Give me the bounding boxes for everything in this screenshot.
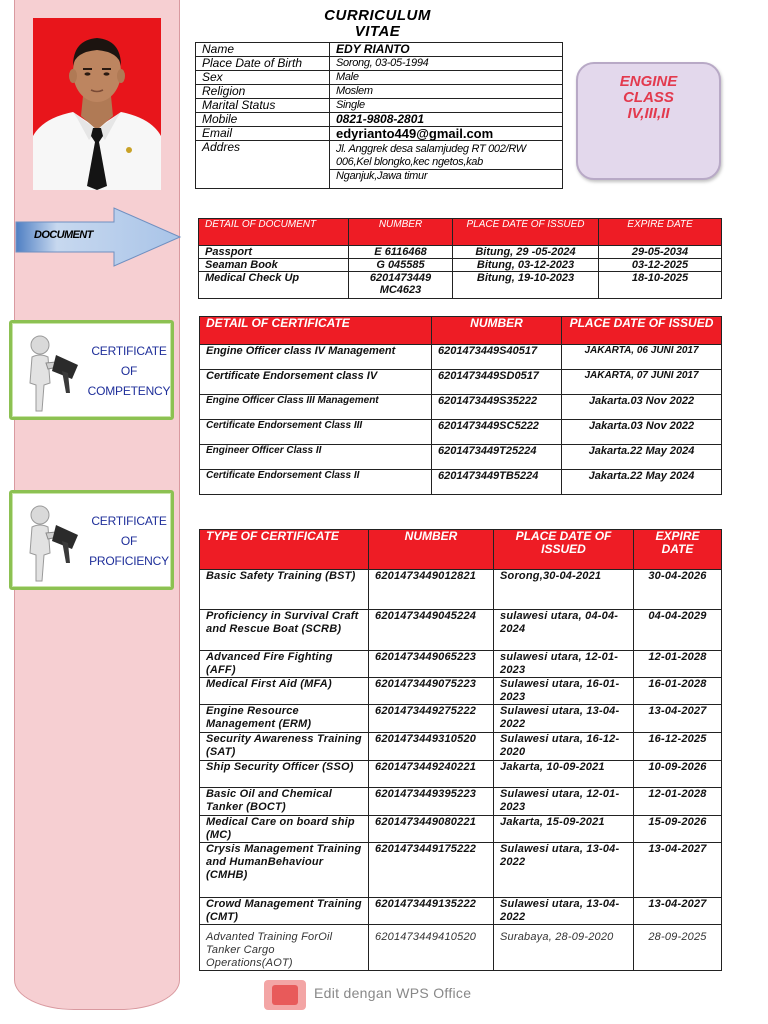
table-row [200,445,722,470]
column-header: DETAIL OF DOCUMENT [199,219,349,246]
card-label-line: OF [120,364,138,378]
table-cell: 6201473449175222 [369,843,494,898]
table-cell: 12-01-2028 [634,788,722,816]
table-row [199,272,722,299]
table-cell: 6201473449012821 [369,570,494,610]
certificate-of-competency-card [9,320,174,420]
table-cell: 13-04-2027 [634,705,722,733]
table-cell: Passport [199,246,349,259]
table-row [196,113,563,127]
card-label-line: OF [120,534,138,548]
table-cell: 6201473449065223 [369,651,494,678]
table-cell: sulawesi utara, 12-01-2023 [494,651,634,678]
table-cell: Jakarta.03 Nov 2022 [562,420,722,445]
table-cell: 13-04-2027 [634,843,722,898]
profile-photo [33,18,161,190]
field-value: Male [330,71,563,85]
table-cell: Certificate Endorsement class IV [200,370,432,395]
engine-class-badge [576,62,721,180]
proficiency-table [199,529,722,971]
table-cell: Basic Safety Training (BST) [200,570,369,610]
table-row [200,370,722,395]
column-header: PLACE DATE OF ISSUED [494,530,634,570]
field-label: Marital Status [196,99,330,113]
watermark-text: Edit dengan WPS Office [314,985,472,1001]
table-cell: 6201473449T25224 [432,445,562,470]
table-cell: 6201473449310520 [369,733,494,761]
table-cell: 18-10-2025 [599,272,722,299]
certificate-card-label [84,341,174,401]
table-cell: Sulawesi utara, 16-12-2020 [494,733,634,761]
table-cell: Ship Security Officer (SSO) [200,761,369,788]
table-header-row [200,530,722,570]
address-line: 006,Kel blongko,kec ngetos,kab [336,156,483,168]
table-cell: E 6116468 [349,246,453,259]
table-cell: Jakarta, 10-09-2021 [494,761,634,788]
table-row [200,788,722,816]
certificate-card-label [84,511,174,571]
table-cell: 6201473449TB5224 [432,470,562,495]
card-label-line: CERTIFICATE [91,514,167,528]
table-cell: Sulawesi utara, 16-01-2023 [494,678,634,705]
table-cell: sulawesi utara, 04-04-2024 [494,610,634,651]
wps-watermark [264,978,524,1012]
field-value: 0821-9808-2801 [330,113,563,127]
field-label: Sex [196,71,330,85]
table-cell: Bitung, 03-12-2023 [453,259,599,272]
cv-title-line2: VITAE [354,23,401,40]
table-row [199,246,722,259]
table-cell: 6201473449080221 [369,816,494,843]
table-row [200,470,722,495]
table-row [200,898,722,925]
card-label-line: CERTIFICATE [91,344,167,358]
table-row [200,761,722,788]
table-row [200,678,722,705]
figure-with-gear-icon [22,331,82,415]
table-row [196,57,563,71]
personal-info-table [195,42,563,189]
table-cell: Advanted Training ForOil Tanker Cargo Operations(AOT) [200,925,369,971]
table-row [196,141,563,189]
column-header: DETAIL OF CERTIFICATE [200,317,432,345]
table-row [200,570,722,610]
engine-class-line: CLASS [623,89,674,106]
certificate-of-proficiency-card [9,490,174,590]
table-cell: Sulawesi utara, 13-04-2022 [494,898,634,925]
table-cell: Engine Officer Class III Management [200,395,432,420]
address-line: Jl. Anggrek desa salamjudeg RT 002/RW [336,143,526,155]
table-cell: 6201473449SD0517 [432,370,562,395]
table-row [196,127,563,141]
field-label: Addres [196,141,330,189]
table-cell: Engineer Officer Class II [200,445,432,470]
table-header-row [200,317,722,345]
column-header: EXPIRE DATE [599,219,722,246]
table-cell: Advanced Fire Fighting (AFF) [200,651,369,678]
table-row [196,43,563,57]
table-cell: JAKARTA, 06 JUNI 2017 [562,345,722,370]
table-row [196,71,563,85]
table-row [196,85,563,99]
table-cell: 6201473449 MC4623 [349,272,453,299]
table-cell: Jakarta.22 May 2024 [562,470,722,495]
table-cell: Medical First Aid (MFA) [200,678,369,705]
table-cell: 12-01-2028 [634,651,722,678]
document-label: DOCUMENT [34,229,93,241]
table-cell: 6201473449275222 [369,705,494,733]
table-row [200,420,722,445]
card-label-line: PROFICIENCY [89,554,169,568]
table-cell: Sulawesi utara, 13-04-2022 [494,843,634,898]
table-cell: 15-09-2026 [634,816,722,843]
field-label: Mobile [196,113,330,127]
table-cell: 6201473449S35222 [432,395,562,420]
table-cell: 6201473449135222 [369,898,494,925]
table-cell: Surabaya, 28-09-2020 [494,925,634,971]
table-row [200,345,722,370]
table-row [200,705,722,733]
table-cell: 13-04-2027 [634,898,722,925]
table-cell: Certificate Endorsement Class II [200,470,432,495]
field-label: Email [196,127,330,141]
field-label: Name [196,43,330,57]
engine-class-line: IV,III,II [627,105,670,122]
table-header-row [199,219,722,246]
table-cell: Medical Check Up [199,272,349,299]
table-cell: Sulawesi utara, 13-04-2022 [494,705,634,733]
column-header: TYPE OF CERTIFICATE [200,530,369,570]
table-cell: 6201473449SC5222 [432,420,562,445]
field-value: Sorong, 03-05-1994 [330,57,563,71]
table-cell: 6201473449395223 [369,788,494,816]
table-cell: Jakarta.03 Nov 2022 [562,395,722,420]
field-label: Place Date of Birth [196,57,330,71]
column-header: PLACE DATE OF ISSUED [453,219,599,246]
table-cell: JAKARTA, 07 JUNI 2017 [562,370,722,395]
table-cell: Certificate Endorsement Class III [200,420,432,445]
field-label: Religion [196,85,330,99]
cv-title-line1: CURRICULUM [324,7,431,24]
table-cell: G 045585 [349,259,453,272]
field-value: Moslem [330,85,563,99]
table-cell: 16-12-2025 [634,733,722,761]
column-header: PLACE DATE OF ISSUED [562,317,722,345]
address-line: Nganjuk,Jawa timur [330,169,562,183]
table-cell: Medical Care on board ship (MC) [200,816,369,843]
column-header: NUMBER [369,530,494,570]
table-cell: Bitung, 19-10-2023 [453,272,599,299]
table-cell: 30-04-2026 [634,570,722,610]
table-cell: Bitung, 29 -05-2024 [453,246,599,259]
table-cell: Crysis Management Training and HumanBehaviour (CMHB) [200,843,369,898]
table-cell: 10-09-2026 [634,761,722,788]
table-cell: 6201473449075223 [369,678,494,705]
card-label-line: COMPETENCY [87,384,171,398]
table-cell: 03-12-2025 [599,259,722,272]
table-row [200,610,722,651]
table-cell: Sorong,30-04-2021 [494,570,634,610]
table-cell: Engine Resource Management (ERM) [200,705,369,733]
table-cell: Proficiency in Survival Craft and Rescue Boat (SCRB) [200,610,369,651]
table-row [200,651,722,678]
table-cell: 04-04-2029 [634,610,722,651]
table-cell: Sulawesi utara, 12-01-2023 [494,788,634,816]
column-header: NUMBER [432,317,562,345]
column-header: NUMBER [349,219,453,246]
table-cell: Basic Oil and Chemical Tanker (BOCT) [200,788,369,816]
table-cell: 16-01-2028 [634,678,722,705]
table-cell: Jakarta, 15-09-2021 [494,816,634,843]
field-value: Single [330,99,563,113]
table-cell: 6201473449045224 [369,610,494,651]
table-row [196,99,563,113]
table-cell: 6201473449410520 [369,925,494,971]
wps-logo-icon [264,980,306,1010]
table-cell: Engine Officer class IV Management [200,345,432,370]
competency-table [199,316,722,495]
address-value [330,141,563,189]
engine-class-line: ENGINE [619,73,678,90]
table-row [199,259,722,272]
table-cell: 28-09-2025 [634,925,722,971]
table-cell: Crowd Management Training (CMT) [200,898,369,925]
table-row [200,395,722,420]
table-cell: 6201473449S40517 [432,345,562,370]
table-cell: Jakarta.22 May 2024 [562,445,722,470]
table-row [200,925,722,971]
table-row [200,816,722,843]
table-row [200,843,722,898]
table-cell: Seaman Book [199,259,349,272]
table-row [200,733,722,761]
table-cell: Security Awareness Training (SAT) [200,733,369,761]
column-header: EXPIRE DATE [634,530,722,570]
table-cell: 6201473449240221 [369,761,494,788]
email-value: edyrianto449@gmail.com [330,127,563,141]
figure-with-gear-icon [22,501,82,585]
field-value: EDY RIANTO [330,43,563,57]
cv-title [300,8,455,40]
table-cell: 29-05-2034 [599,246,722,259]
documents-table [198,218,722,299]
